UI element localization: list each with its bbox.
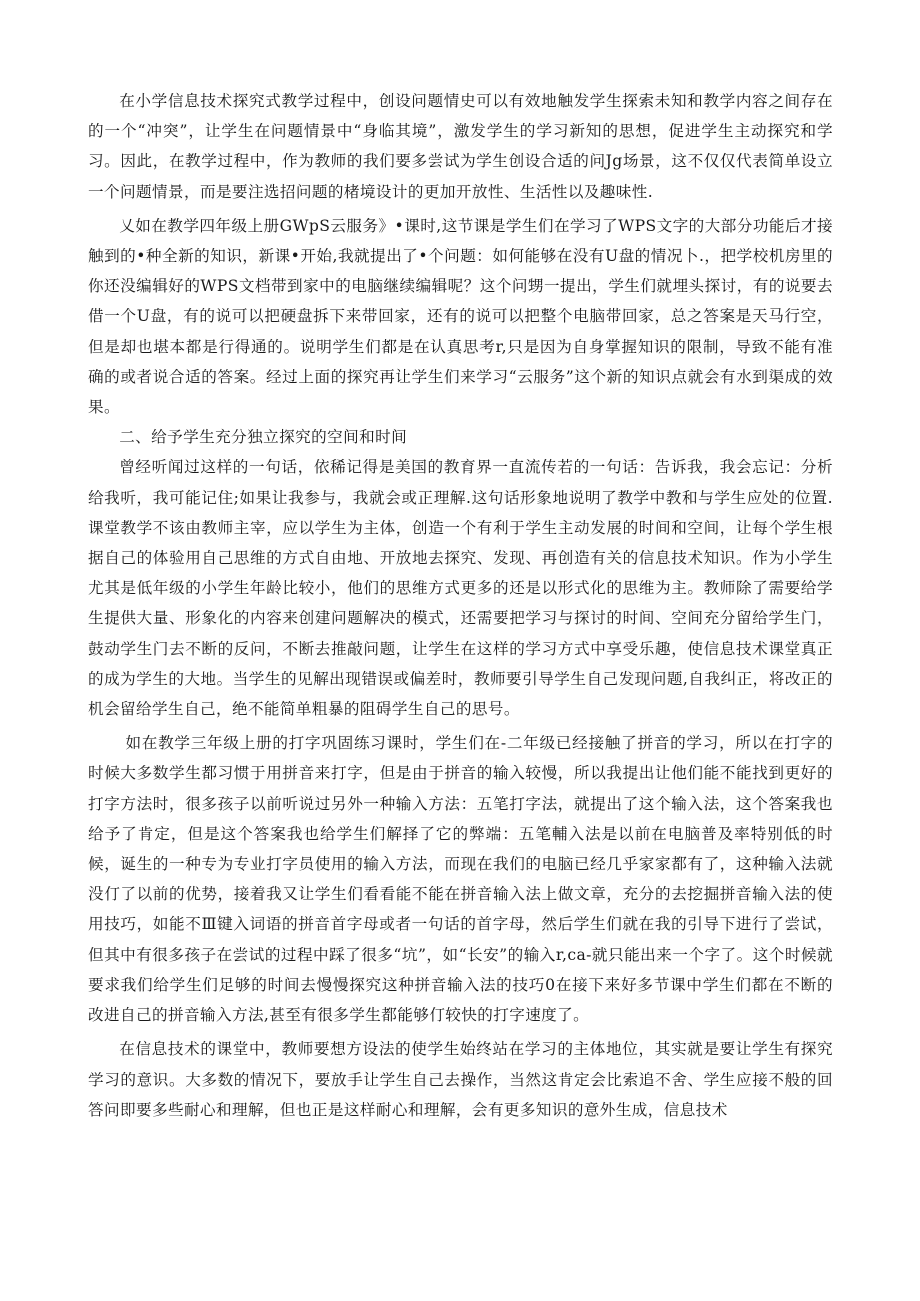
- paragraph-wps-cloud-example: 乂如在教学四年级上册GWpS云服务》•课时,这节课是学生们在学习了WPS文字的大部分功能后才接触到的•种全新的知识，新课•开始,我就提出了•个问题：如何能够在没有U盘的情况卜.，把学校机房里的你还没编辑好的WPS文档带到家中的电脑继续编辑呢？这个问甥一提出，学生们就埋头探讨，有的说要去借一个U盘，有的说可以把硬盘拆下来带回家，还有的说可以把整个电脑带回家，总之答案是天马行空，但是却也堪本都是行得通的。说明学生们都是在认真思考r,只是因为自身掌握知识的限制，导致不能有准确的或者说合适的答案。经过上面的探究再让学生们来学习“云服务”这个新的知识点就会有水到渠成的效果。: [88, 216, 833, 417]
- paragraph-independent-exploration: 曾经听闻过这样的一句话，依稀记得是美国的教育界一直流传若的一句话：告诉我，我会忘记：分析给我听，我可能记住;如果让我参与，我就会或正理解.这句话形象地说明了教学中教和与学生应处的位置.课堂教学不该由教师主宰，应以学生为主体，创造一个有利于学生主动发展的时间和空间，让每个学生根据自己的体验用自己思维的方式自由地、开放地去探究、发现、再创造有关的信息技术知识。作为小学生尤其是低年级的小学生年龄比较小，他们的思维方式更多的还是以形式化的思维为主。教师除了需要给学生提供大量、形象化的内容来创建问题解决的模式，还需要把学习与探讨的时间、空间充分留给学生门，鼓动学生门去不断的反问，不断去推敲问题，让学生在这样的学习方式中享受乐趣，使信息技术课堂真正的成为学生的大地。当学生的见解出现错误或偏差时，教师要引导学生自己发现问题,自我纠正，将改正的机会留给学生自己，绝不能简单粗暴的阻碍学生自己的思号。: [88, 458, 833, 719]
- section-heading-two: 二、给予学生充分独立探究的空间和时间: [119, 428, 408, 447]
- paragraph-typing-practice-example: 如在教学三年级上册的打字巩固练习课时，学生们在-二年级已经接触了拼音的学习，所以在打字的时候大多数学生都习惯于用拼音来打字，但是由于拼音的输入较慢，所以我提出让他们能不能找到更好的打字方法时，很多孩子以前听说过另外一种输入方法：五笔打字法，就提出了这个输入法，这个答案我也给予了肯定，但是这个答案我也给学生们解择了它的弊端：五笔輔入法是以前在电脑普及率特别低的时候，诞生的一种专为专业打字员使用的输入方法，而现在我们的电脑已经几乎家家都有了，这种输入法就没仃了以前的优势，接着我又让学生们看看能不能在拼音输入法上做文章，充分的去挖掘拼音输入法的使用技巧，如能不Ⅲ键入词语的拼音首字母或者一句话的首字母，然后学生们就在我的引导下进行了尝试，但其中有很多孩子在尝试的过程中踩了很多“坑”，如“长安”的输入r,ca-就只能出来一个字了。这个时候就要求我们给学生们足够的时间去慢慢探究这种拼音输入法的技巧0在接下来好多节课中学生们都在不断的改进自己的拼音输入方法,甚至有很多学生都能够仃较快的打字速度了。: [88, 734, 833, 1025]
- paragraph-problem-scenarios: 在小学信息技术探究式教学过程中，创设问题情史可以有效地触发学生探索未知和教学内容之间存在的一个“冲突”，让学生在问题情景中“身临其境”，激发学生的学习新知的思想，促进学生主动探究和学习。因此，在教学过程中，作为教师的我们要多尝试为学生创设合适的问Jg场景，这不仅仅代表简单设立一个问题情景，而是要注选招问题的楮境设计的更加开放性、生活性以及趣味性.: [88, 92, 833, 201]
- document-page: [88, 86, 833, 1125]
- paragraph-student-subject: 在信息技术的课堂中，教师要想方设法的使学生始终站在学习的主体地位，其实就是要让学生有探究学习的意识。大多数的情况下，要放手让学生自己去操作，当然这肯定会比索追不舍、学生应接不般的回答问即要多些耐心和理解，但也正是这样耐心和理解，会有更多知识的意外生成，信息技术: [88, 1040, 833, 1119]
